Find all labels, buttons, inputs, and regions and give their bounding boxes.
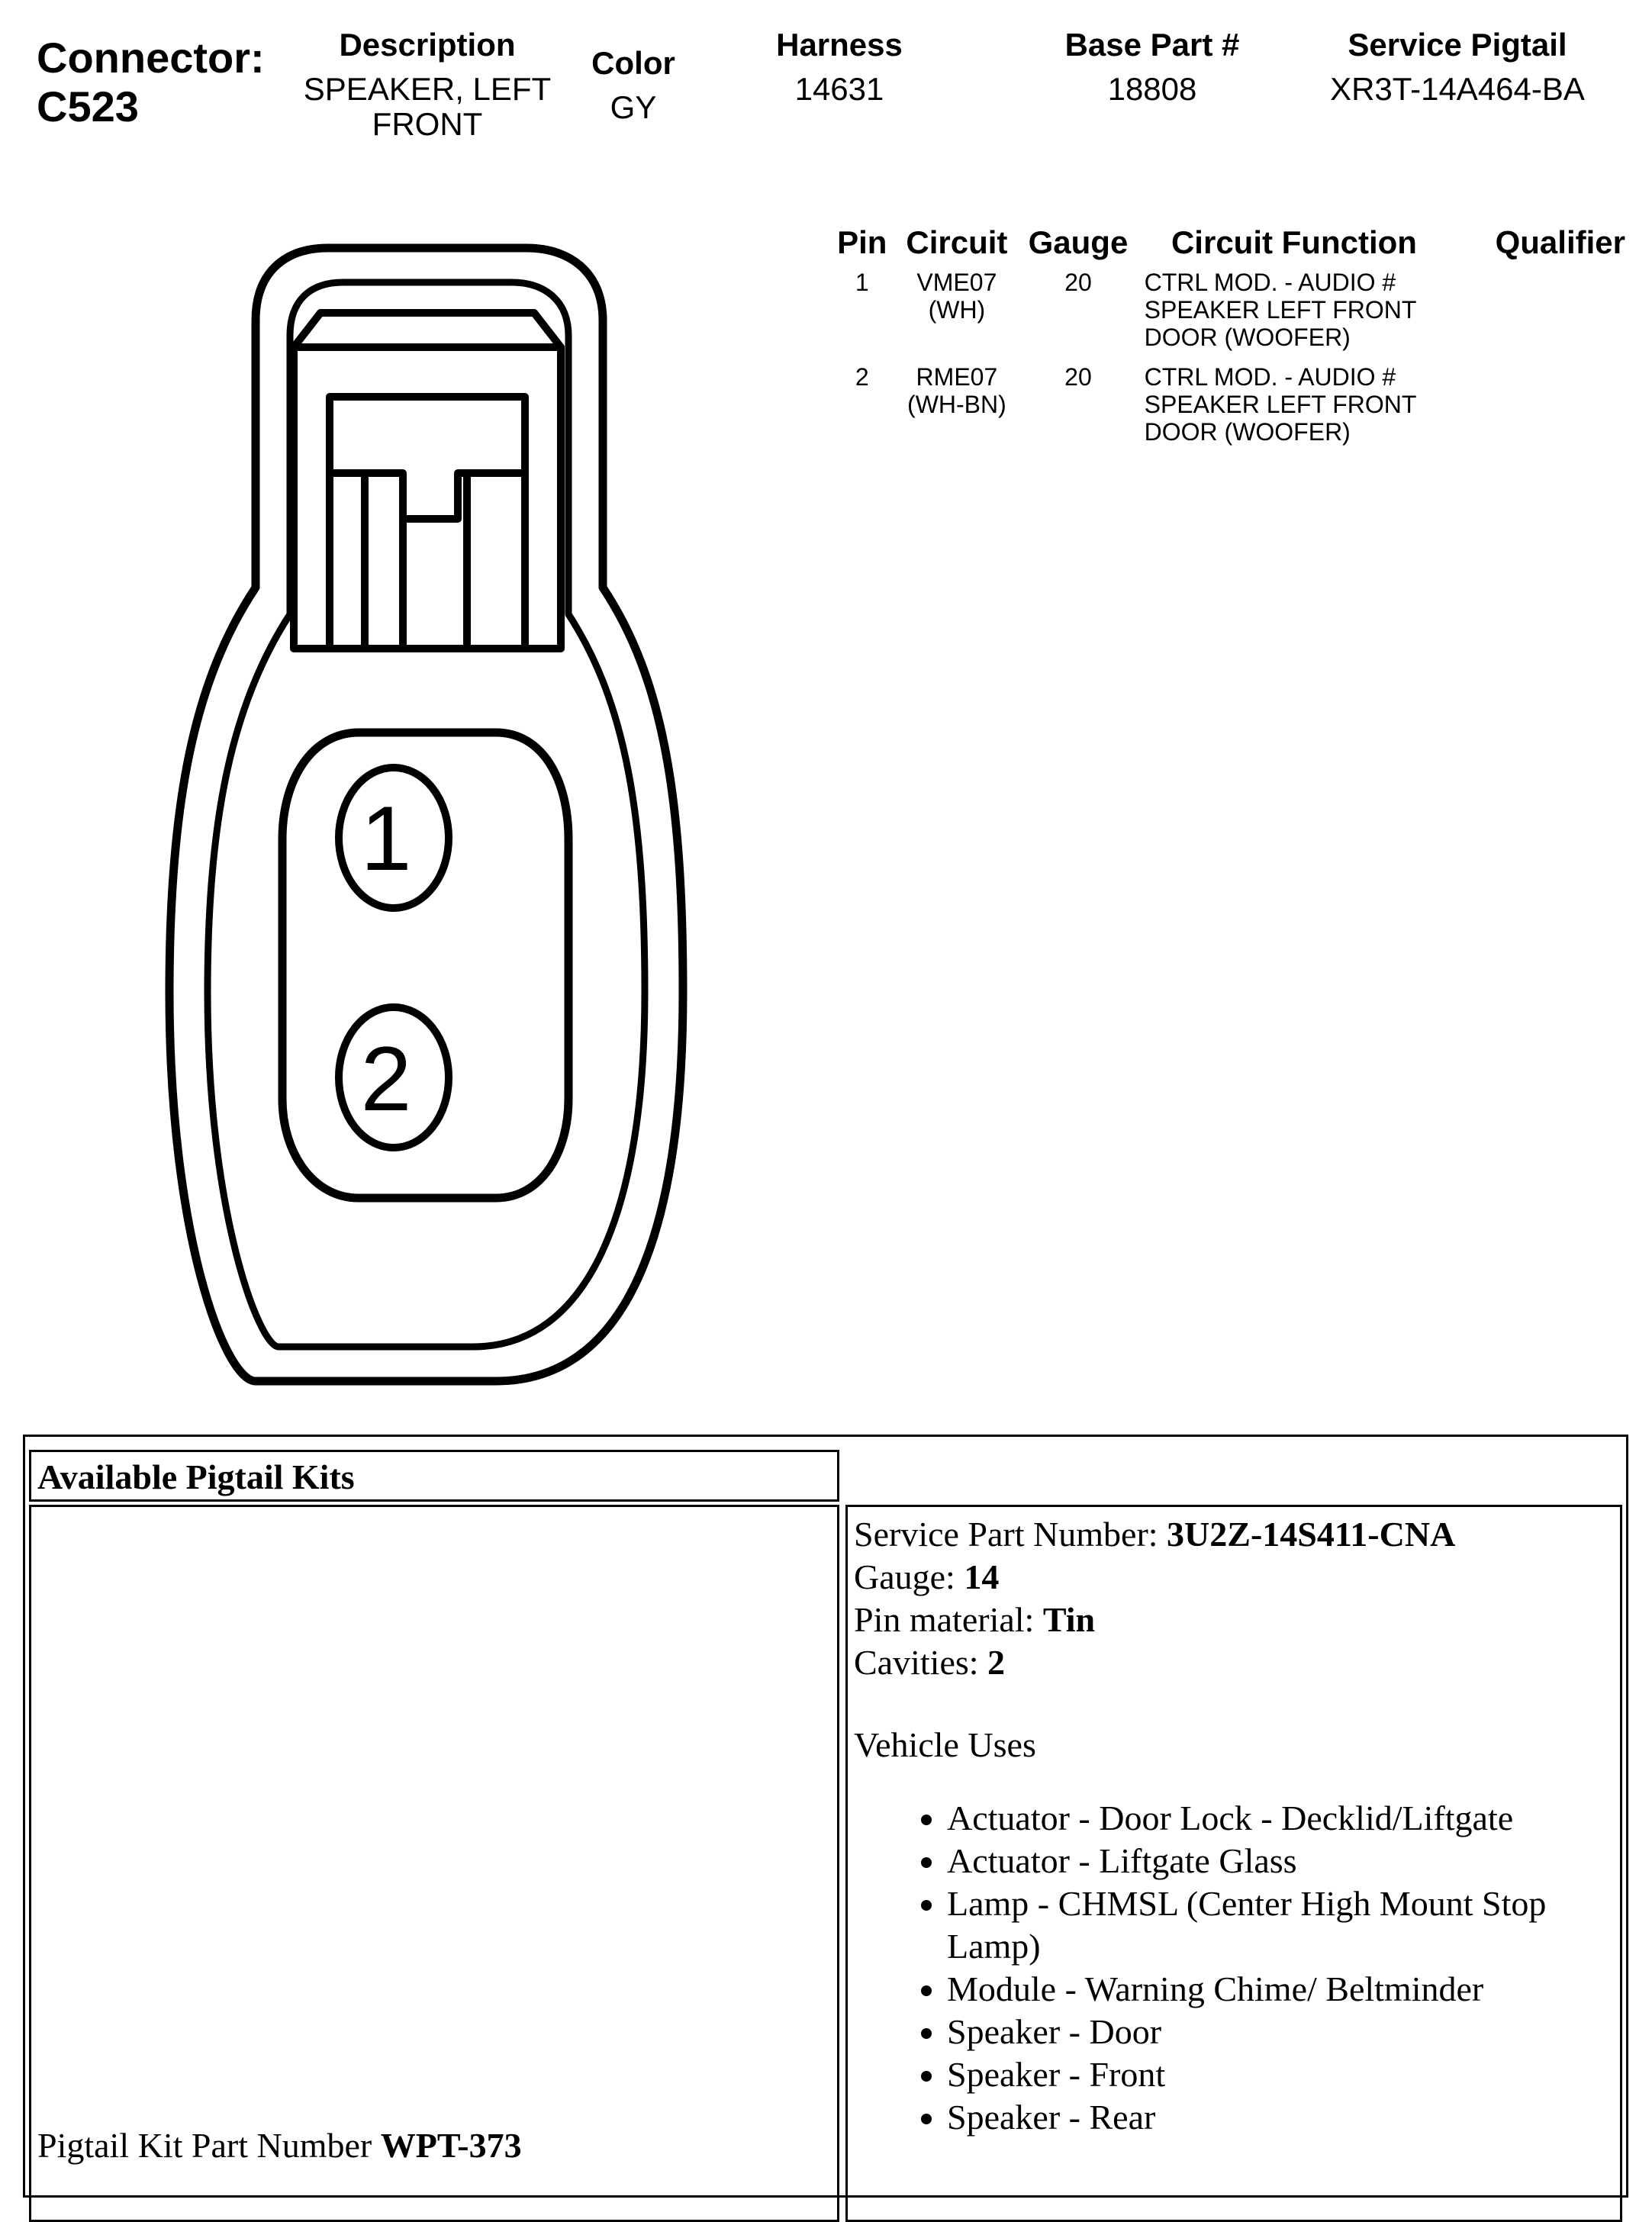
harness-column — [733, 27, 946, 107]
connector-face-diagram — [0, 0, 763, 1419]
pin-material-label: Pin material: — [854, 1600, 1043, 1639]
pigtail-kits-header — [29, 1450, 839, 1502]
list-item: • Actuator - Door Lock - Decklid/Liftgate — [947, 1797, 1620, 1840]
circuit-id: VME07 — [916, 269, 997, 296]
header-pin: Pin — [837, 224, 887, 260]
pigtail-kit-spec — [854, 1513, 1620, 2139]
cavities-label: Cavities: — [854, 1643, 988, 1682]
service-pigtail-column — [1297, 27, 1618, 107]
header-qualifier: Qualifier — [1495, 224, 1625, 260]
pin-2-number: 2 — [360, 1028, 412, 1130]
description-value: SPEAKER, LEFT FRONT — [303, 71, 552, 142]
connector-inner-shell — [208, 282, 645, 1347]
cavity-block — [282, 733, 568, 1198]
pin-material — [854, 1599, 1620, 1641]
service-part-value: 3U2Z-14S411-CNA — [1167, 1515, 1456, 1554]
kit-gauge-value: 14 — [964, 1557, 1000, 1596]
cavities-value: 2 — [987, 1643, 1006, 1682]
circuit-function-line: SPEAKER LEFT FRONT — [1144, 391, 1417, 418]
pigtail-kits-title: Available Pigtail Kits — [37, 1457, 355, 1496]
list-item: • Speaker - Door — [947, 2011, 1620, 2053]
list-item: • Lamp - CHMSL (Center High Mount Stop Lamp) — [947, 1882, 1620, 1968]
circuit-id: RME07 — [916, 363, 998, 391]
header-circuit-function: Circuit Function — [1171, 224, 1417, 260]
circuit-cell — [893, 261, 1022, 356]
list-item: • Actuator - Liftgate Glass — [947, 1840, 1620, 1882]
header-circuit: Circuit — [906, 224, 1008, 260]
qualifier-value — [1444, 356, 1625, 450]
cavities — [854, 1641, 1620, 1684]
circuit-function-cell — [1135, 356, 1444, 450]
circuit-color: (WH-BN) — [907, 391, 1006, 418]
base-part-column — [1022, 27, 1282, 107]
color-value: GY — [610, 89, 657, 125]
list-item: • Speaker - Rear — [947, 2096, 1620, 2139]
connector-id: C523 — [37, 82, 139, 130]
circuit-function-line: CTRL MOD. - AUDIO # — [1144, 269, 1396, 296]
pigtail-kit-part-number — [37, 2125, 522, 2166]
description-label: Description — [339, 27, 516, 63]
list-item: • Speaker - Front — [947, 2053, 1620, 2096]
kit-gauge-label: Gauge: — [854, 1557, 964, 1596]
kit-gauge — [854, 1556, 1620, 1599]
pigtail-kit-details-cell — [845, 1505, 1622, 2222]
pin-table — [832, 218, 1625, 450]
circuit-cell — [893, 356, 1022, 450]
circuit-function-line: DOOR (WOOFER) — [1144, 418, 1351, 446]
table-row — [832, 356, 1625, 450]
circuit-function-line: DOOR (WOOFER) — [1144, 324, 1351, 351]
harness-value: 14631 — [794, 71, 884, 107]
table-row — [832, 261, 1625, 356]
circuit-function-line: CTRL MOD. - AUDIO # — [1144, 363, 1396, 391]
pin-number: 1 — [855, 269, 869, 296]
vehicle-uses-list — [854, 1797, 1620, 2139]
pin-number: 2 — [855, 363, 869, 391]
service-pigtail-value: XR3T-14A464-BA — [1330, 71, 1585, 107]
qualifier-value — [1444, 261, 1625, 356]
service-part-number — [854, 1513, 1620, 1556]
pin-1-number: 1 — [360, 787, 412, 890]
connector-label: Connector: — [37, 34, 265, 82]
pigtail-kit-part-value: WPT-373 — [380, 2126, 522, 2165]
service-pigtail-label: Service Pigtail — [1348, 27, 1567, 63]
list-item: • Module - Warning Chime/ Beltminder — [947, 1968, 1620, 2011]
pigtail-kit-image-cell — [29, 1505, 839, 2222]
connector-outer-shell — [169, 248, 683, 1381]
vehicle-uses-title: Vehicle Uses — [854, 1725, 1036, 1764]
pin-material-value: Tin — [1042, 1600, 1096, 1639]
pin-table-header — [832, 218, 1625, 261]
gauge-value: 20 — [1064, 269, 1092, 296]
circuit-function-line: SPEAKER LEFT FRONT — [1144, 296, 1417, 324]
base-part-label: Base Part # — [1064, 27, 1240, 63]
latch-housing — [294, 313, 561, 649]
gauge-value: 20 — [1064, 363, 1092, 391]
header-gauge: Gauge — [1028, 224, 1129, 260]
harness-label: Harness — [776, 27, 903, 63]
circuit-color: (WH) — [928, 296, 986, 324]
color-label: Color — [591, 45, 675, 81]
pigtail-kit-part-label: Pigtail Kit Part Number — [37, 2126, 381, 2165]
base-part-value: 18808 — [1107, 71, 1197, 107]
service-part-label: Service Part Number: — [854, 1515, 1167, 1554]
circuit-function-cell — [1135, 261, 1444, 356]
